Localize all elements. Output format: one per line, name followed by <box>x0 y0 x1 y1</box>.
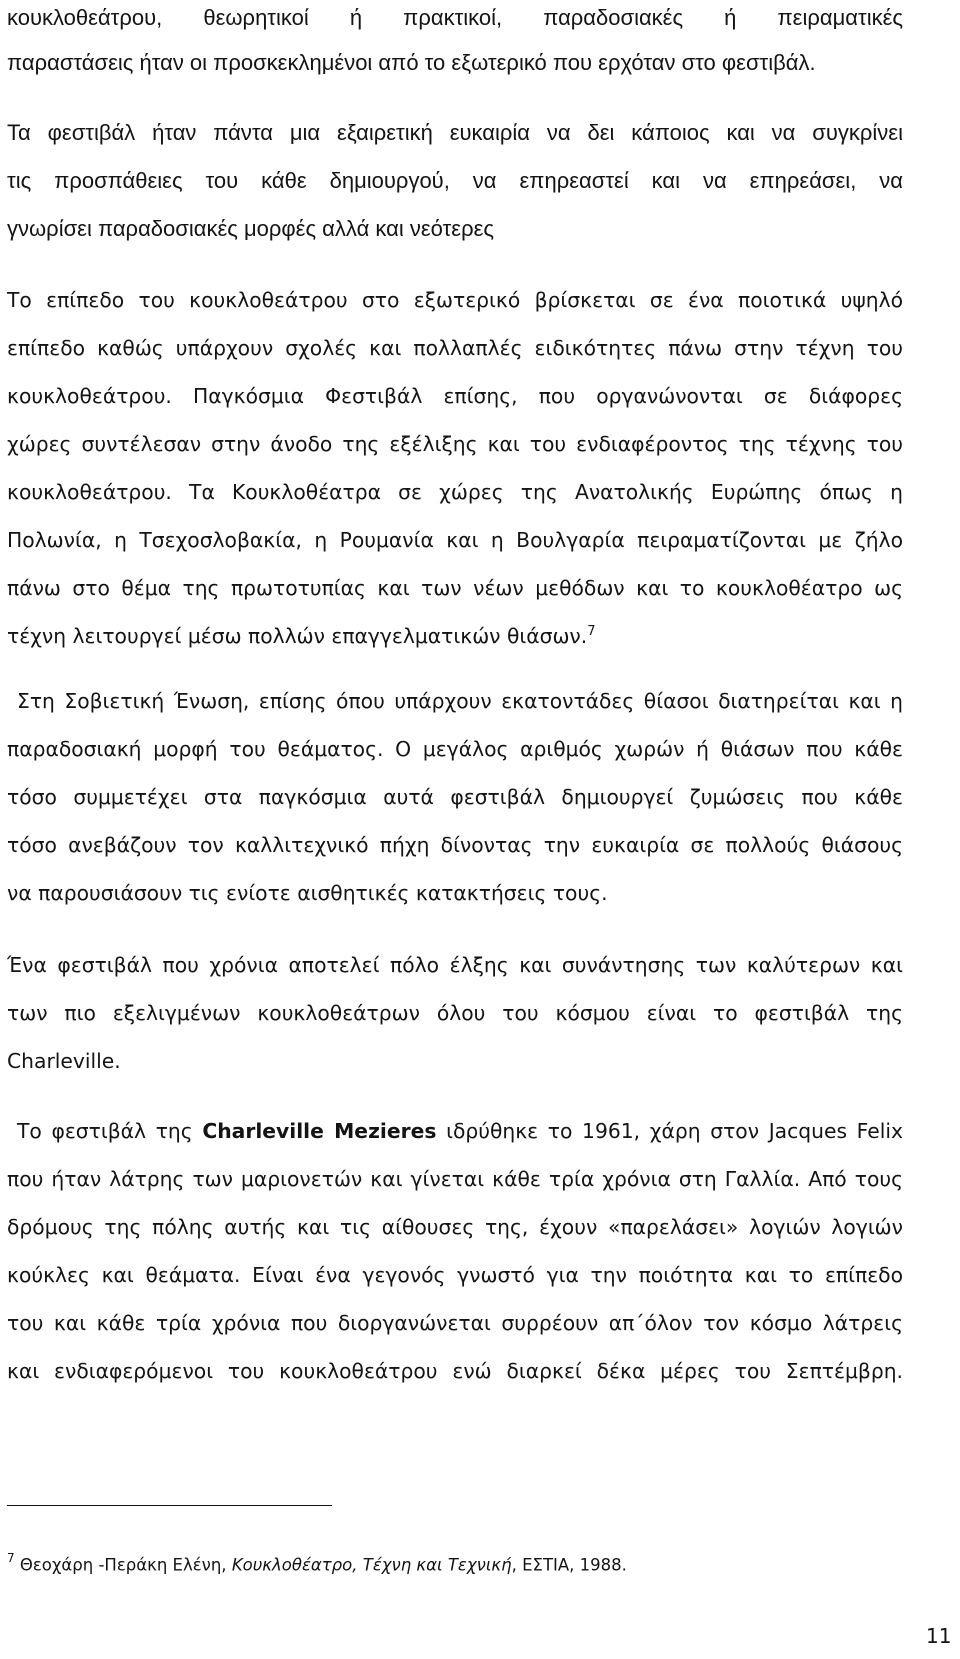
paragraph-line: τόσο ανεβάζουν τον καλλιτεχνικό πήχη δίνοντας την ευκαιρία σε πολλούς θιάσους <box>7 833 903 857</box>
paragraph-line: παραστάσεις ήταν οι προσκεκλημένοι από το εξωτερικό που ερχόταν στο φεστιβάλ. <box>7 50 816 75</box>
footnote-title: Κουκλοθέατρο, Τέχνη και Τεχνική <box>231 1555 512 1575</box>
paragraph-line: κουκλοθεάτρου, θεωρητικοί ή πρακτικοί, παραδοσιακές ή πειραματικές <box>7 5 903 30</box>
paragraph-text: τέχνη λειτουργεί μέσω πολλών επαγγελματικών θιάσων. <box>7 624 588 648</box>
paragraph-line: κούκλες και θεάματα. Είναι ένα γεγονός γνωστό για την ποιότητα και το επίπεδο <box>7 1263 903 1287</box>
paragraph-line <box>7 619 903 653</box>
footnote-publisher: , ΕΣΤΙΑ, 1988. <box>511 1555 627 1575</box>
footnote-reference[interactable]: 7 <box>587 624 596 639</box>
paragraph-line: και ενδιαφερόμενοι του κουκλοθεάτρου ενώ διαρκεί δέκα μέρες του Σεπτέμβρη. <box>7 1359 903 1383</box>
paragraph-line <box>17 1114 903 1148</box>
paragraph-line: Τα φεστιβάλ ήταν πάντα μια εξαιρετική ευκαιρία να δει κάποιος και να συγκρίνει <box>7 120 903 145</box>
paragraph-line: των πιο εξελιγμένων κουκλοθεάτρων όλου του κόσμου είναι το φεστιβάλ της <box>7 1001 903 1025</box>
paragraph-line: Πολωνία, η Τσεχοσλοβακία, η Ρουμανία και η Βουλγαρία πειραματίζονται με ζήλο <box>7 528 903 552</box>
paragraph-line: παραδοσιακή μορφή του θεάματος. Ο μεγάλος αριθμός χωρών ή θιάσων που κάθε <box>7 737 903 761</box>
paragraph-line: κουκλοθεάτρου. Τα Κουκλοθέατρα σε χώρες της Ανατολικής Ευρώπης όπως η <box>7 480 903 504</box>
paragraph-line: που ήταν λάτρης των μαριονετών και γίνεται κάθε τρία χρόνια στη Γαλλία. Από τους <box>7 1167 903 1191</box>
footnote-marker: 7 <box>7 1551 15 1565</box>
paragraph-text: Το φεστιβάλ της <box>17 1119 203 1143</box>
paragraph-line: πάνω στο θέμα της πρωτοτυπίας και των νέων μεθόδων και το κουκλοθέατρο ως <box>7 576 903 600</box>
paragraph-line: επίπεδο καθώς υπάρχουν σχολές και πολλαπλές ειδικότητες πάνω στην τέχνη του <box>7 336 903 360</box>
paragraph-line: δρόμους της πόλης αυτής και τις αίθουσες της, έχουν «παρελάσει» λογιών λογιών <box>7 1215 903 1239</box>
footnote <box>7 1545 627 1581</box>
page-number: 11 <box>926 1624 952 1648</box>
paragraph-line: Στη Σοβιετική Ένωση, επίσης όπου υπάρχουν εκατοντάδες θίασοι διατηρείται και η <box>17 689 903 713</box>
paragraph-line: τόσο συμμετέχει στα παγκόσμια αυτά φεστιβάλ δημιουργεί ζυμώσεις που κάθε <box>7 785 903 809</box>
paragraph-line: χώρες συντέλεσαν στην άνοδο της εξέλιξης και του ενδιαφέροντος της τέχνης του <box>7 432 903 456</box>
paragraph-line: Charleville. <box>7 1049 121 1073</box>
paragraph-line: κουκλοθεάτρου. Παγκόσμια Φεστιβάλ επίσης, που οργανώνονται σε διάφορες <box>7 384 903 408</box>
paragraph-line: Ένα φεστιβάλ που χρόνια αποτελεί πόλο έλξης και συνάντησης των καλύτερων και <box>7 953 903 977</box>
paragraph-text: ιδρύθηκε το 1961, χάρη στον Jacques Felix <box>436 1119 903 1143</box>
paragraph-line: τις προσπάθειες του κάθε δημιουργού, να επηρεαστεί και να επηρεάσει, να <box>7 168 903 193</box>
paragraph-line: γνωρίσει παραδοσιακές μορφές αλλά και νεότερες <box>7 216 495 241</box>
footnote-separator <box>7 1505 332 1506</box>
paragraph-line: Το επίπεδο του κουκλοθεάτρου στο εξωτερικό βρίσκεται σε ένα ποιοτικά υψηλό <box>7 288 903 312</box>
paragraph-line: του και κάθε τρία χρόνια που διοργανώνεται συρρέουν απ΄όλον τον κόσμο λάτρεις <box>7 1311 903 1335</box>
festival-name-bold: Charleville Mezieres <box>202 1119 437 1143</box>
paragraph-line: να παρουσιάσουν τις ενίοτε αισθητικές κατακτήσεις τους. <box>7 881 608 905</box>
footnote-author: Θεοχάρη -Περάκη Ελένη, <box>14 1555 232 1575</box>
